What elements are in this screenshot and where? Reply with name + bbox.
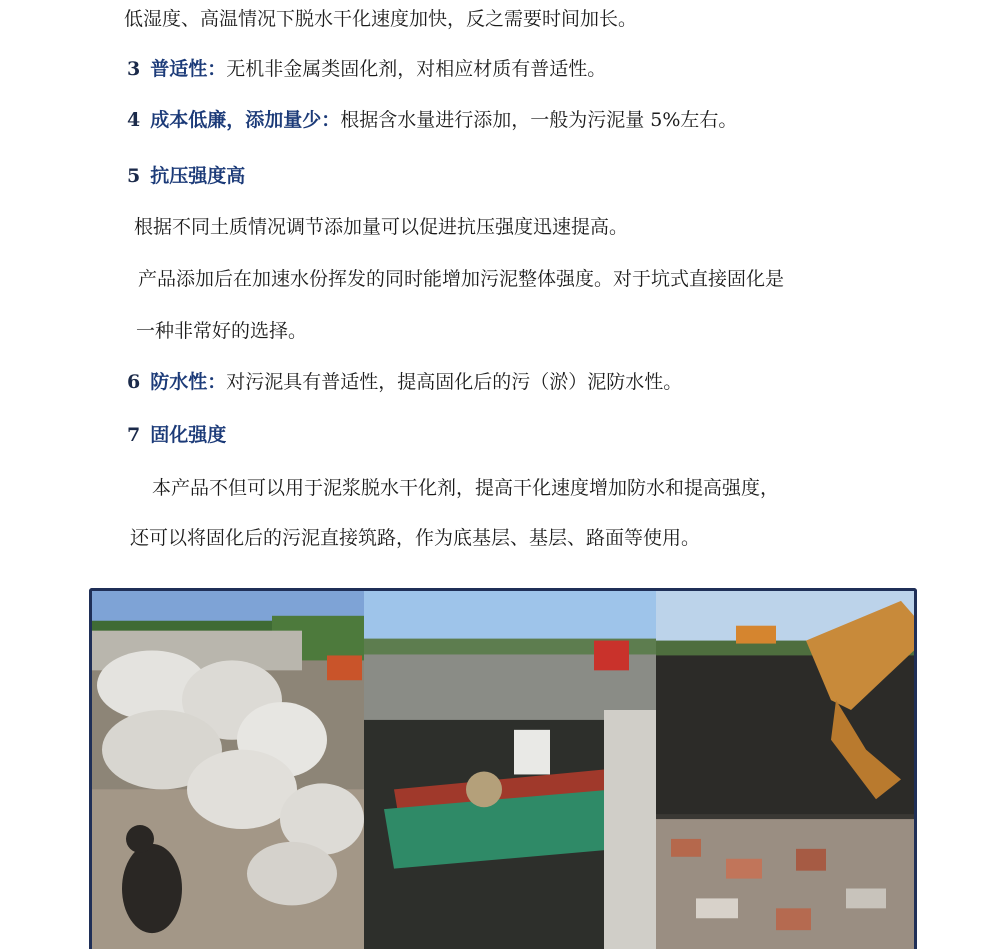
item-heading: 成本低廉，添加量少： [150,109,341,131]
item-heading: 防水性： [150,371,227,393]
item-heading: 普适性： [150,58,227,80]
item-6 [127,370,682,394]
item-4 [127,108,737,132]
photo-sludge-bags [92,591,364,949]
text-line-5: 根据不同土质情况调节添加量可以促进抗压强度迅速提高。 [134,216,629,238]
text-line-10: 本产品不但可以用于泥浆脱水干化剂，提高干化速度增加防水和提高强度， [152,477,780,499]
text-line-1: 低湿度、高温情况下脱水干化速度加快，反之需要时间加长。 [124,8,638,30]
text-line-6: 产品添加后在加速水份挥发的同时能增加污泥整体强度。对于坑式直接固化是 [138,268,785,290]
item-number: 3 [127,58,141,80]
text-line-11: 还可以将固化后的污泥直接筑路，作为底基层、基层、路面等使用。 [130,527,701,549]
item-text: 根据含水量进行添加，一般为污泥量 5%左右。 [340,109,738,131]
item-number: 7 [127,424,141,446]
photo-excavator-rubble [656,591,914,949]
item-5 [127,164,245,188]
item-text: 无机非金属类固化剂，对相应材质有普适性。 [226,58,607,80]
photo-gallery [89,588,917,949]
item-7 [127,423,226,447]
photo-dredging-boat [364,591,656,949]
item-number: 4 [127,109,141,131]
item-number: 5 [127,165,141,187]
item-heading: 固化强度 [150,424,227,446]
text-line-7: 一种非常好的选择。 [136,320,308,342]
item-heading: 抗压强度高 [150,165,246,187]
item-3 [127,57,606,81]
item-number: 6 [127,371,141,393]
item-text: 对污泥具有普适性，提高固化后的污（淤）泥防水性。 [226,371,683,393]
